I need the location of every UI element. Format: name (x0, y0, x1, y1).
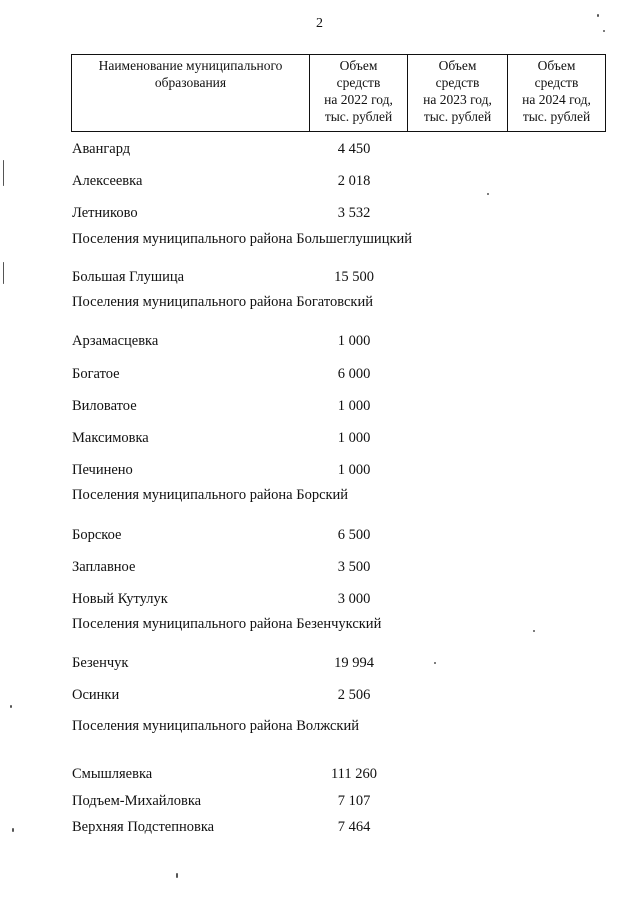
municipality-name: Осинки (72, 687, 120, 703)
table-row (0, 140, 639, 158)
table-row (0, 429, 639, 447)
amount-2022: 3 000 (337, 591, 371, 607)
amount-2022: 111 260 (330, 766, 378, 782)
municipality-name: Большая Глушица (72, 269, 185, 285)
municipality-name: Заплавное (72, 559, 136, 575)
table-row (0, 397, 639, 415)
municipality-name: Максимовка (72, 430, 149, 446)
amount-2022: 3 532 (337, 205, 371, 221)
scan-speck (12, 828, 14, 832)
table-row (0, 686, 639, 704)
table-row (0, 268, 639, 286)
municipality-name: Борское (72, 527, 122, 543)
municipality-name: Печинено (72, 462, 133, 478)
municipality-name: Богатое (72, 366, 120, 382)
section-heading: Поселения муниципального района Волжский (72, 718, 359, 734)
municipality-name: Летниково (72, 205, 138, 221)
table-row (0, 792, 639, 810)
table-header-row (72, 55, 606, 132)
table-row (0, 818, 639, 836)
amount-2022: 2 506 (337, 687, 371, 703)
scan-speck (533, 630, 535, 632)
amount-2022: 6 500 (337, 527, 371, 543)
amount-2022: 15 500 (334, 269, 374, 285)
table-row (0, 461, 639, 479)
section-heading: Поселения муниципального района Большеглушицкий (72, 231, 413, 247)
municipality-name: Верхняя Подстепновка (72, 819, 215, 835)
amount-2022: 7 107 (337, 793, 371, 809)
table-row (0, 204, 639, 222)
table-row (0, 365, 639, 383)
amount-2022: 19 994 (334, 655, 374, 671)
scan-speck (10, 705, 12, 708)
municipality-name: Алексеевка (72, 173, 143, 189)
municipality-name: Новый Кутулук (72, 591, 168, 607)
scan-speck (487, 193, 489, 195)
scan-edge-mark (3, 160, 4, 186)
amount-2022: 3 500 (337, 559, 371, 575)
scan-speck (597, 14, 599, 17)
municipality-name: Безенчук (72, 655, 129, 671)
amount-2022: 1 000 (337, 430, 371, 446)
header-cell-2023: Объем средств на 2023 год, тыс. рублей (408, 55, 508, 132)
scan-speck (176, 873, 178, 878)
amount-2022: 1 000 (337, 462, 371, 478)
amount-2022: 1 000 (337, 333, 371, 349)
header-cell-2022: Объем средств на 2022 год, тыс. рублей (310, 55, 408, 132)
section-heading: Поселения муниципального района Богатовский (72, 294, 373, 310)
municipality-name: Подъем-Михайловка (72, 793, 202, 809)
table-row (0, 332, 639, 350)
section-heading: Поселения муниципального района Безенчукский (72, 616, 382, 632)
amount-2022: 1 000 (337, 398, 371, 414)
table-row (0, 526, 639, 544)
section-heading: Поселения муниципального района Борский (72, 487, 349, 503)
table-row (0, 654, 639, 672)
scan-speck (434, 662, 436, 664)
page-number: 2 (316, 16, 323, 31)
amount-2022: 7 464 (337, 819, 371, 835)
scan-speck (603, 30, 605, 32)
municipality-name: Арзамасцевка (72, 333, 159, 349)
amount-2022: 4 450 (337, 141, 371, 157)
table-row (0, 172, 639, 190)
municipality-name: Авангард (72, 141, 131, 157)
table-row (0, 765, 639, 783)
municipality-name: Виловатое (72, 398, 137, 414)
amount-2022: 6 000 (337, 366, 371, 382)
header-cell-name: Наименование муниципального образования (72, 55, 310, 132)
table-header (71, 54, 606, 132)
municipality-name: Смышляевка (72, 766, 153, 782)
table-row (0, 558, 639, 576)
table-row (0, 590, 639, 608)
amount-2022: 2 018 (337, 173, 371, 189)
scan-edge-mark (3, 262, 4, 284)
header-cell-2024: Объем средств на 2024 год, тыс. рублей (508, 55, 606, 132)
